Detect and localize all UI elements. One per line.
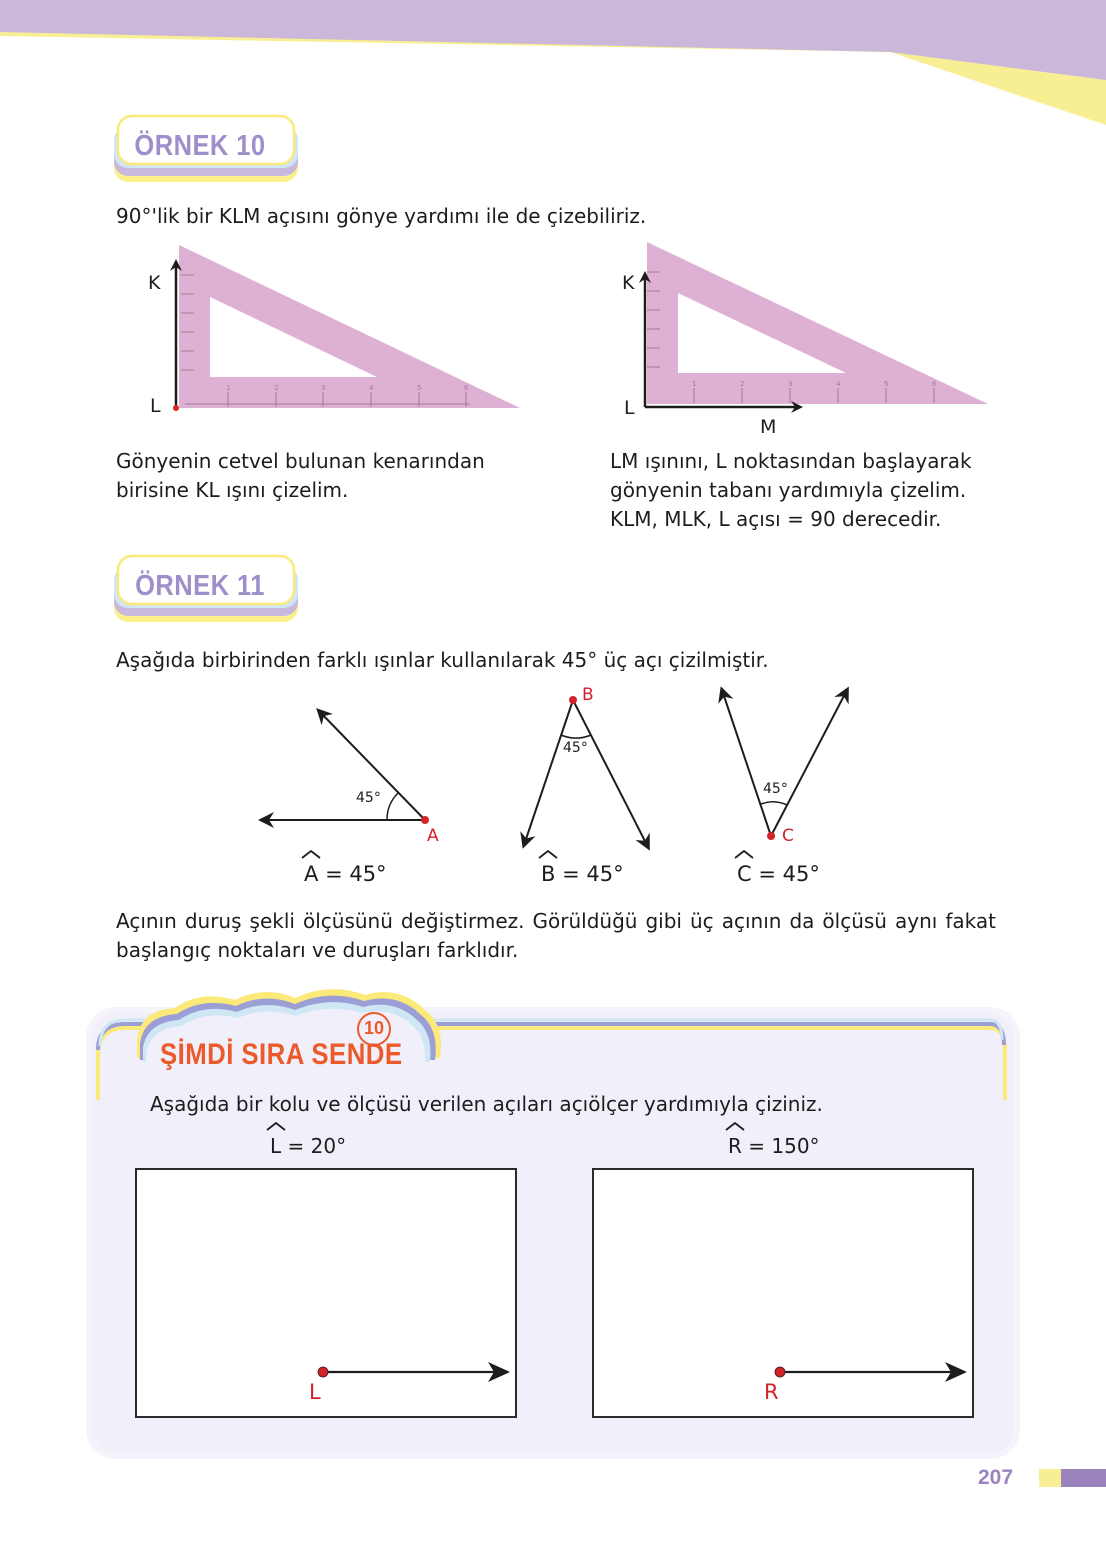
angle-c-measure: 45° xyxy=(763,781,788,797)
svg-text:4: 4 xyxy=(836,380,841,388)
svg-text:6: 6 xyxy=(464,384,469,392)
svg-text:3: 3 xyxy=(788,380,793,388)
left-figure-caption: Gönyenin cetvel bulunan kenarından birisine KL ışını çizelim. xyxy=(116,449,485,502)
right-label-l: L xyxy=(624,397,635,419)
example-10-title: ÖRNEK 10 xyxy=(134,130,266,162)
point-r-label: R xyxy=(764,1380,779,1404)
exercise-number-badge: 10 xyxy=(357,1012,391,1046)
angle-c-equation: C = 45° xyxy=(737,862,820,886)
example-10-intro: 90°'lik bir KLM açısını gönye yardımı ile de çizebiliriz. xyxy=(116,204,647,228)
angle-c-vertex-label: C xyxy=(782,826,794,846)
svg-text:3: 3 xyxy=(321,384,326,392)
point-l-label: L xyxy=(309,1380,321,1404)
angle-hat-icon: A xyxy=(304,862,318,886)
exercise-instruction: Aşağıda bir kolu ve ölçüsü verilen açıları açıölçer yardımıyla çiziniz. xyxy=(150,1092,823,1116)
example-11-title: ÖRNEK 11 xyxy=(135,570,265,602)
svg-text:2: 2 xyxy=(274,384,279,392)
angle-hat-icon: R xyxy=(728,1134,742,1158)
task-r-equation: R = 150° xyxy=(728,1134,820,1158)
svg-text:5: 5 xyxy=(884,380,889,388)
angle-hat-icon: L xyxy=(270,1134,281,1158)
svg-text:5: 5 xyxy=(417,384,422,392)
ray-r xyxy=(775,1367,963,1377)
svg-text:1: 1 xyxy=(692,380,697,388)
right-label-k: K xyxy=(622,272,635,294)
svg-text:2: 2 xyxy=(740,380,745,388)
right-figure-caption-3: KLM, MLK, L açısı = 90 derecedir. xyxy=(610,507,942,531)
footer-purple-block xyxy=(1061,1469,1106,1487)
exercise-title: ŞİMDİ SIRA SENDE xyxy=(160,1038,403,1071)
example-11-intro: Aşağıda birbirinden farklı ışınlar kullanılarak 45° üç açı çizilmiştir. xyxy=(116,648,769,672)
page-number: 207 xyxy=(978,1466,1014,1489)
angle-hat-icon: B xyxy=(541,862,555,886)
footer-yellow-block xyxy=(1039,1469,1061,1487)
angle-b-equation: B = 45° xyxy=(541,862,624,886)
angle-b-vertex-label: B xyxy=(582,685,594,705)
svg-text:6: 6 xyxy=(932,380,937,388)
right-figure-caption-2: gönyenin tabanı yardımıyla çizelim. xyxy=(610,478,967,502)
angle-a-measure: 45° xyxy=(356,790,381,806)
angle-a-equation: A = 45° xyxy=(304,862,387,886)
left-label-l: L xyxy=(150,395,161,417)
left-label-k: K xyxy=(148,272,161,294)
svg-text:1: 1 xyxy=(226,384,231,392)
right-figure-caption-1: LM ışınını, L noktasından başlayarak xyxy=(610,449,972,473)
example-11-conclusion: Açının duruş şekli ölçüsünü değiştirmez. Görüldüğü gibi üç açının da ölçüsü aynı fakat başlangıç noktaları ve duruşları farklıdır. xyxy=(116,909,996,962)
ray-l xyxy=(318,1367,506,1377)
angle-b-measure: 45° xyxy=(563,740,588,756)
angle-hat-icon: C xyxy=(737,862,752,886)
right-label-m: M xyxy=(760,416,777,438)
angle-a-vertex-label: A xyxy=(427,826,439,846)
task-l-equation: L = 20° xyxy=(270,1134,346,1158)
svg-text:4: 4 xyxy=(369,384,374,392)
